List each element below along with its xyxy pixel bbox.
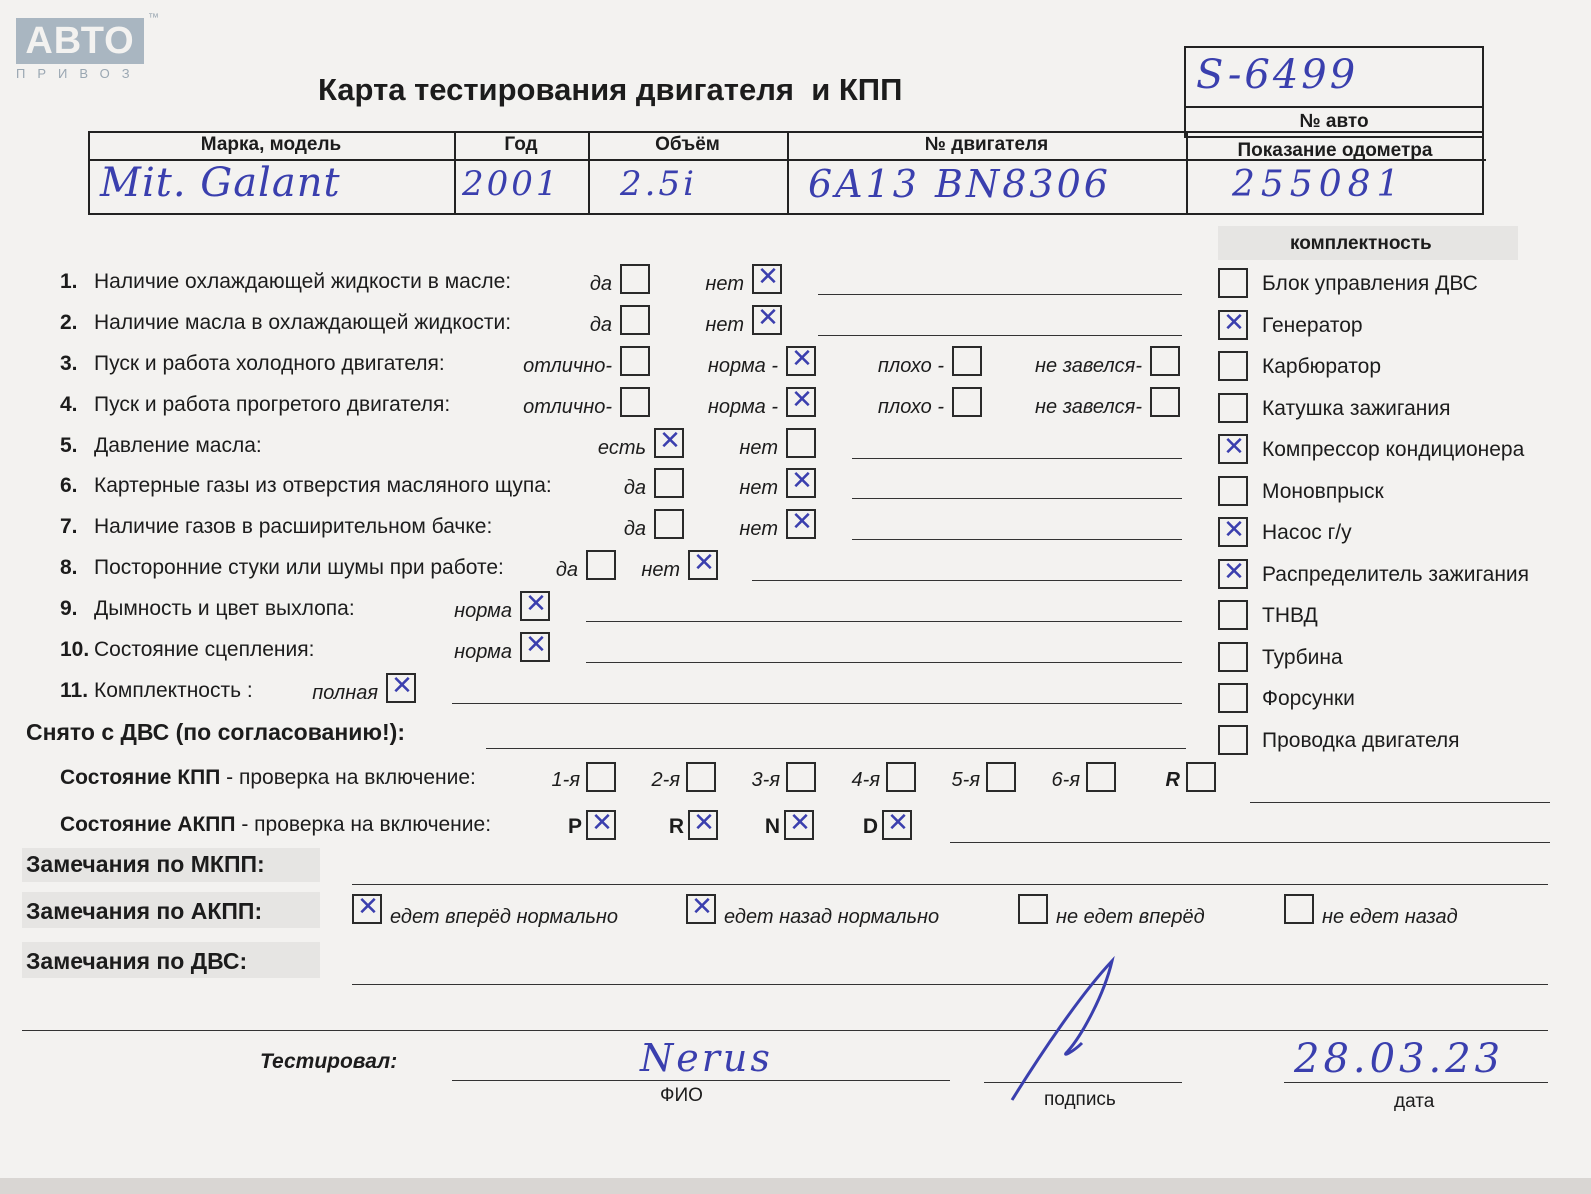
signature-caption: подпись [1044,1089,1116,1110]
answer-line [852,539,1182,540]
mode-label: N [764,815,780,838]
kpp-label-rest: - проверка на включение: [220,766,476,789]
checkmark-icon: ✕ [357,892,379,922]
checkmark-icon: ✕ [391,671,413,701]
completeness-title: комплектность [1290,233,1432,254]
completeness-label: Компрессор кондиционера [1262,438,1525,461]
completeness-checkbox[interactable] [1218,307,1248,340]
col-engine-no: № двигателя [924,134,1049,155]
option-checkbox[interactable] [654,428,684,458]
remarks-dvs-line-2 [22,1030,1548,1031]
date-line [1284,1082,1548,1083]
gear-label: R [1165,769,1180,791]
date-caption: дата [1394,1091,1435,1112]
completeness-label: ТНВД [1262,604,1318,627]
item-number: 2. [60,311,78,334]
completeness-checkbox[interactable] [1218,556,1248,589]
option-checkbox[interactable] [654,509,684,539]
item-question: Картерные газы из отверстия масляного щупа: [94,474,552,497]
completeness-label: Карбюратор [1262,355,1382,378]
option-checkbox[interactable] [786,468,816,498]
answer-line [852,498,1182,499]
completeness-label: Блок управления ДВС [1262,272,1478,295]
akpp-remark-checkbox[interactable] [1018,894,1048,924]
option-checkbox[interactable] [752,264,782,294]
option-checkbox[interactable] [786,509,816,539]
checkmark-icon: ✕ [693,808,715,838]
car-number-value: S-6499 [1196,52,1359,98]
checkmark-icon: ✕ [525,630,547,660]
odometer-value: 255081 [1232,164,1406,205]
option-label: не завелся- [1035,396,1142,418]
engine-no-value: 6A13 BN8306 [808,162,1111,206]
mode-label: D [862,815,878,838]
logo-tm: ™ [148,12,159,24]
answer-line [452,703,1182,704]
answer-line [586,621,1182,622]
item-number: 4. [60,393,78,416]
completeness-label: Проводка двигателя [1262,728,1460,752]
volume-value: 2.5i [620,164,697,204]
option-label: норма - [707,355,778,377]
option-label: да [623,518,646,540]
checkmark-icon: ✕ [791,507,813,537]
completeness-label: Насос г/у [1262,521,1352,544]
checkmark-icon: ✕ [1223,515,1245,545]
checkmark-icon: ✕ [1223,432,1245,462]
akpp-remark-label: не едет вперёд [1056,906,1205,928]
remarks-mkpp-line [352,884,1548,885]
option-label: да [589,273,612,295]
checkmark-icon: ✕ [691,892,713,922]
col-make-model: Марка, модель [200,134,342,155]
checkmark-icon: ✕ [525,589,547,619]
gear-checkbox[interactable] [1086,762,1116,792]
item-number: 1. [60,270,78,293]
gear-checkbox[interactable] [986,762,1016,792]
checkmark-icon: ✕ [791,466,813,496]
checkmark-icon: ✕ [659,426,681,456]
mode-label: P [567,815,582,838]
item-number: 11. [60,679,89,702]
completeness-checkbox[interactable] [1218,600,1248,630]
option-checkbox[interactable] [752,305,782,335]
option-label: да [555,559,578,581]
item-question: Дымность и цвет выхлопа: [94,597,355,620]
option-checkbox[interactable] [620,305,650,335]
completeness-checkbox[interactable] [1218,642,1248,672]
completeness-checkbox[interactable] [1218,476,1248,506]
option-label: нет [705,273,744,295]
gear-checkbox[interactable] [786,762,816,792]
option-label: не завелся- [1035,355,1142,377]
remarks-dvs-label: Замечания по ДВС: [26,948,248,974]
gear-checkbox[interactable] [1186,762,1216,792]
option-checkbox[interactable] [520,632,550,662]
akpp-remark-checkbox[interactable] [686,894,716,924]
checkmark-icon: ✕ [887,808,909,838]
remarks-akpp-label: Замечания по АКПП: [26,898,263,924]
option-checkbox[interactable] [952,387,982,417]
completeness-label: Распределитель зажигания [1262,562,1530,586]
signature [1000,955,1140,1105]
item-number: 8. [60,556,78,579]
checkmark-icon: ✕ [591,808,613,838]
gear-label: 1-я [551,769,580,791]
completeness-label: Генератор [1262,313,1363,337]
option-checkbox[interactable] [520,591,550,621]
checkmark-icon: ✕ [791,385,813,415]
option-checkbox[interactable] [620,346,650,376]
option-label: отлично- [523,355,612,377]
logo-main: АВТО [16,18,144,64]
removed-label: Снято с ДВС (по согласованию!): [26,719,405,745]
option-label: нет [739,518,778,540]
completeness-label: Катушка зажигания [1262,396,1451,420]
item-number: 6. [60,474,78,497]
option-checkbox[interactable] [786,346,816,376]
akpp-row-label [60,813,491,837]
logo-sub: ПРИВОЗ [16,66,142,81]
year-value: 2001 [462,164,561,204]
option-checkbox[interactable] [620,264,650,294]
option-label: да [623,477,646,499]
mode-checkbox[interactable] [784,810,814,840]
item-number: 9. [60,597,78,620]
answer-line [586,662,1182,663]
option-label: есть [597,437,646,459]
tested-name-line [452,1080,950,1081]
completeness-label: Моновпрыск [1262,479,1384,503]
tested-name-value: Nerus [640,1036,773,1080]
option-label: норма [454,600,512,622]
mode-checkbox[interactable] [882,810,912,840]
item-question: Пуск и работа холодного двигателя: [94,352,445,375]
car-number-label: № авто [1299,111,1369,132]
akpp-remark-label: не едет назад [1322,906,1458,928]
completeness-checkbox[interactable] [1218,725,1248,755]
kpp-label-bold: Состояние КПП [60,766,221,789]
tested-label: Тестировал: [260,1050,398,1073]
tested-name-caption: ФИО [660,1085,703,1106]
col-year: Год [504,134,538,155]
option-checkbox[interactable] [1150,387,1180,417]
option-label: плохо - [877,355,944,377]
option-label: нет [641,559,680,581]
gear-label: 6-я [1051,769,1080,791]
akpp-label-bold: Состояние АКПП [60,813,236,836]
item-number: 7. [60,515,78,538]
kpp-line [1250,802,1550,803]
option-label: плохо - [877,396,944,418]
item-number: 5. [60,434,78,457]
option-label: да [589,314,612,336]
option-label: норма [454,641,512,663]
gear-label: 4-я [851,769,880,791]
answer-line [852,458,1182,459]
checkmark-icon: ✕ [757,303,779,333]
option-checkbox[interactable] [586,550,616,580]
option-checkbox[interactable] [952,346,982,376]
option-label: норма - [707,396,778,418]
checkmark-icon: ✕ [789,808,811,838]
checkmark-icon: ✕ [757,262,779,292]
make-model-value: Mit. Galant [100,160,341,206]
checkmark-icon: ✕ [693,548,715,578]
completeness-checkbox[interactable] [1218,268,1248,298]
checkmark-icon: ✕ [1223,556,1245,587]
removed-line [486,748,1186,749]
option-checkbox[interactable] [688,550,718,580]
option-label: нет [705,314,744,336]
option-label: полная [312,682,378,704]
col-odometer: Показание одометра [1237,140,1433,161]
gear-label: 5-я [951,769,980,791]
remarks-dvs-line-1 [352,984,1548,985]
akpp-remark-label: едет назад нормально [724,906,940,928]
mode-label: R [668,815,684,838]
item-number: 10. [60,638,90,661]
checkmark-icon: ✕ [1223,307,1245,338]
completeness-label: Форсунки [1262,687,1355,710]
completeness-checkbox[interactable] [1218,393,1248,423]
gear-label: 3-я [751,769,780,791]
item-question: Комплектность : [94,679,253,702]
akpp-remark-label: едет вперёд нормально [390,906,619,928]
item-question: Наличие масла в охлаждающей жидкости: [94,311,512,334]
option-checkbox[interactable] [620,387,650,417]
akpp-remark-checkbox[interactable] [1284,894,1314,924]
col-volume: Объём [655,134,720,155]
gear-label: 2-я [651,769,680,791]
completeness-checkbox[interactable] [1218,351,1248,381]
option-checkbox[interactable] [654,468,684,498]
item-question: Давление масла: [94,434,262,457]
item-number: 3. [60,352,78,375]
option-checkbox[interactable] [786,428,816,458]
option-checkbox[interactable] [1150,346,1180,376]
date-value: 28.03.23 [1294,1036,1505,1082]
option-label: нет [739,477,778,499]
completeness-checkbox[interactable] [1218,683,1248,713]
completeness-checkbox[interactable] [1218,517,1248,547]
option-label: нет [739,437,778,459]
checkmark-icon: ✕ [791,344,813,374]
remarks-mkpp-label: Замечания по МКПП: [26,851,265,877]
gear-checkbox[interactable] [886,762,916,792]
gear-checkbox[interactable] [686,762,716,792]
completeness-checkbox[interactable] [1218,434,1248,464]
logo [16,12,159,82]
answer-line [752,580,1182,581]
mode-checkbox[interactable] [688,810,718,840]
item-question: Пуск и работа прогретого двигателя: [94,393,451,416]
akpp-remark-checkbox[interactable] [352,894,382,924]
item-question: Наличие охлаждающей жидкости в масле: [94,270,512,293]
answer-line [818,335,1182,336]
gear-checkbox[interactable] [586,762,616,792]
item-question: Посторонние стуки или шумы при работе: [94,556,504,579]
akpp-label-rest: - проверка на включение: [235,813,492,836]
completeness-label: Турбина [1262,645,1343,669]
kpp-row-label [60,766,476,790]
item-question: Состояние сцепления: [94,638,315,661]
answer-line [818,294,1182,295]
item-question: Наличие газов в расширительном бачке: [94,515,493,538]
option-checkbox[interactable] [786,387,816,417]
page-title: Карта тестирования двигателя и КПП [318,72,903,107]
mode-checkbox[interactable] [586,810,616,840]
option-label: отлично- [523,396,612,418]
akpp-line [950,842,1550,843]
option-checkbox[interactable] [386,673,416,703]
